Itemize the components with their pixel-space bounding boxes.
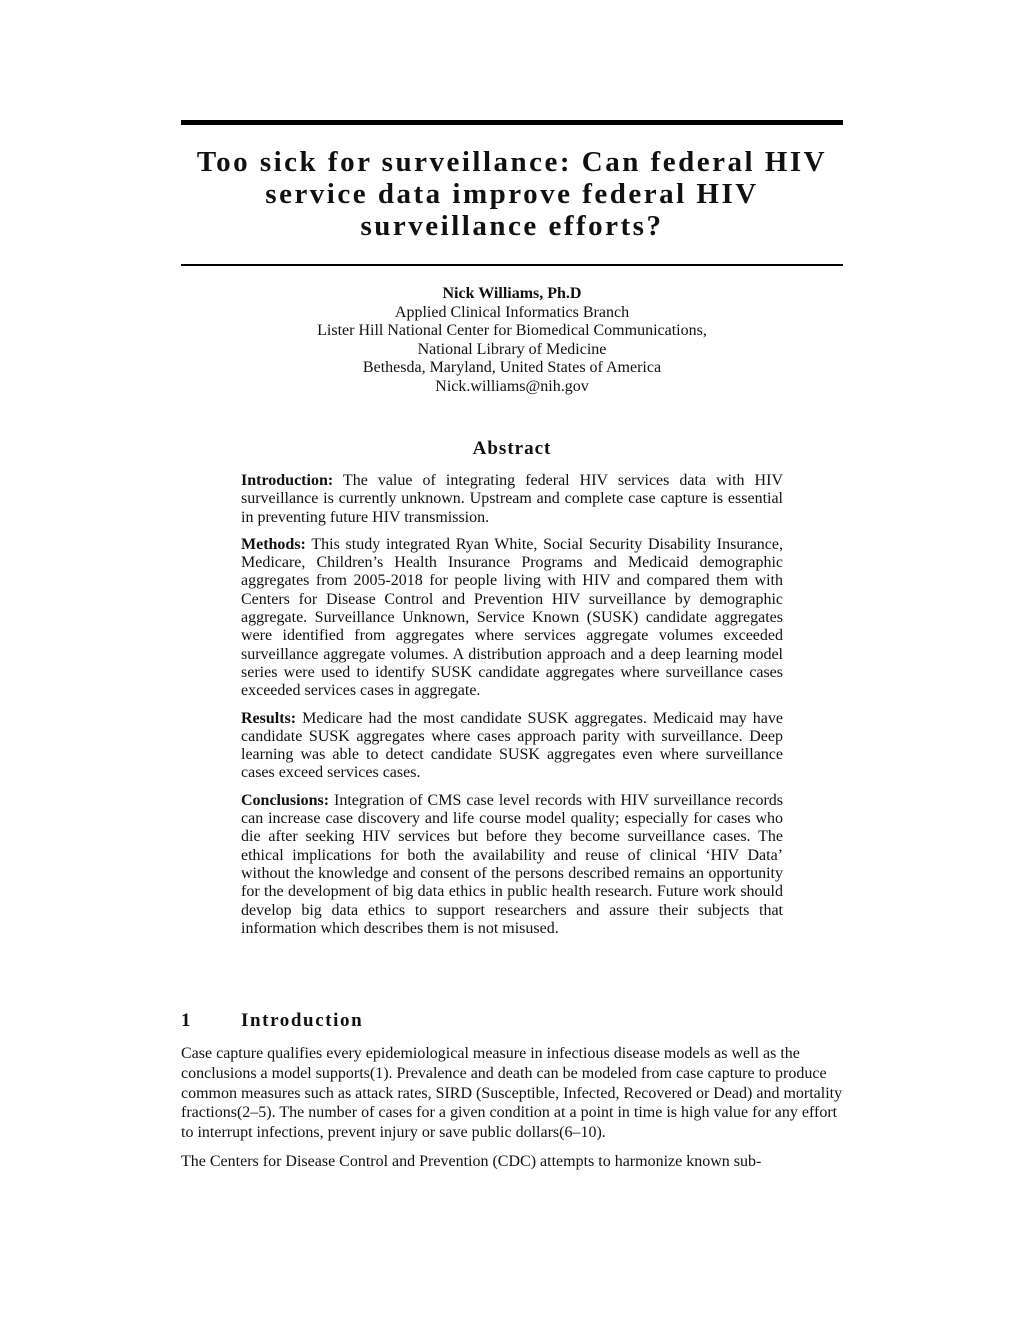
abstract-introduction bbox=[241, 472, 783, 527]
abstract-results-text: Medicare had the most candidate SUSK aggregates. Medicaid may have candidate SUSK aggregates where cases approach parity with surveillance. Deep learning was able to detect candidate SUSK aggregates even where surveillance cases exceed services cases. bbox=[241, 709, 784, 782]
top-rule bbox=[181, 120, 843, 125]
abstract-results-label: Results: bbox=[241, 709, 297, 727]
title-rule bbox=[181, 264, 843, 266]
abstract-conclusions-label: Conclusions: bbox=[241, 791, 330, 809]
author-name: Nick Williams, Ph.D bbox=[442, 285, 582, 302]
section-title: Introduction bbox=[241, 1010, 364, 1031]
abstract-introduction-text: The value of integrating federal HIV services data with HIV surveillance is currently unknown. Upstream and complete case capture is essential in preventing future HIV transmission. bbox=[241, 472, 783, 526]
section-heading bbox=[181, 1010, 843, 1032]
author-location: Bethesda, Maryland, United States of America bbox=[362, 359, 662, 377]
author-block bbox=[181, 285, 843, 397]
author-center: Lister Hill National Center for Biomedical Communications, bbox=[317, 322, 707, 340]
author-branch: Applied Clinical Informatics Branch bbox=[394, 303, 630, 321]
abstract-introduction-label: Introduction: bbox=[241, 472, 334, 489]
abstract-conclusions bbox=[241, 792, 783, 938]
body-paragraph: Case capture qualifies every epidemiological measure in infectious disease models as well as the conclusions a model supports(1). Prevalence and death can be modeled from case capture to produce common measures such as attack rates, SIRD (Susceptible, Infected, Recovered or Dead) and mortality fractions(2–5). The number of cases for a given condition at a point in time is high value for any effort to interrupt infections, prevent injury or save public dollars(6–10). bbox=[181, 1045, 843, 1142]
abstract-results bbox=[241, 710, 783, 783]
author-library: National Library of Medicine bbox=[417, 340, 607, 358]
abstract-methods bbox=[241, 536, 783, 701]
section-body bbox=[181, 1044, 843, 1181]
abstract-conclusions-text: Integration of CMS case level records with HIV surveillance records can increase case discovery and life course model quality; especially for cases who die after seeking HIV services but before they become surveillance cases. The ethical implications for both the availability and reuse of clinical ‘HIV Data’ without the knowledge and consent of the persons described remains an opportunity for the development of big data ethics in public health research. Future work should develop big data ethics to support researchers and assure their subjects that information which describes them is not misused. bbox=[241, 791, 783, 937]
abstract-body bbox=[241, 472, 783, 947]
abstract-heading: Abstract bbox=[472, 438, 552, 459]
author-email: Nick.williams@nih.gov bbox=[435, 377, 589, 395]
abstract-methods-label: Methods: bbox=[241, 535, 306, 553]
paper-title: Too sick for surveillance: Can federal HIV service data improve federal HIV surveillance efforts? bbox=[196, 146, 828, 242]
abstract-methods-text: This study integrated Ryan White, Social Security Disability Insurance, Medicare, Children’s Health Insurance Programs and Medicaid demographic aggregates from 2005-2018 for people living with HIV and compared them with Centers for Disease Control and Prevention HIV surveillance by demographic aggregate. Surveillance Unknown, Service Known (SUSK) candidate aggregates were identified from aggregates where services aggregate volumes exceeded surveillance aggregate volumes. A distribution approach and a deep learning model series were used to identify SUSK candidate aggregates where surveillance cases exceeded services cases in aggregate. bbox=[241, 535, 783, 700]
body-paragraph: The Centers for Disease Control and Prevention (CDC) attempts to harmonize known sub- bbox=[181, 1152, 762, 1170]
section-number: 1 bbox=[181, 1010, 193, 1031]
